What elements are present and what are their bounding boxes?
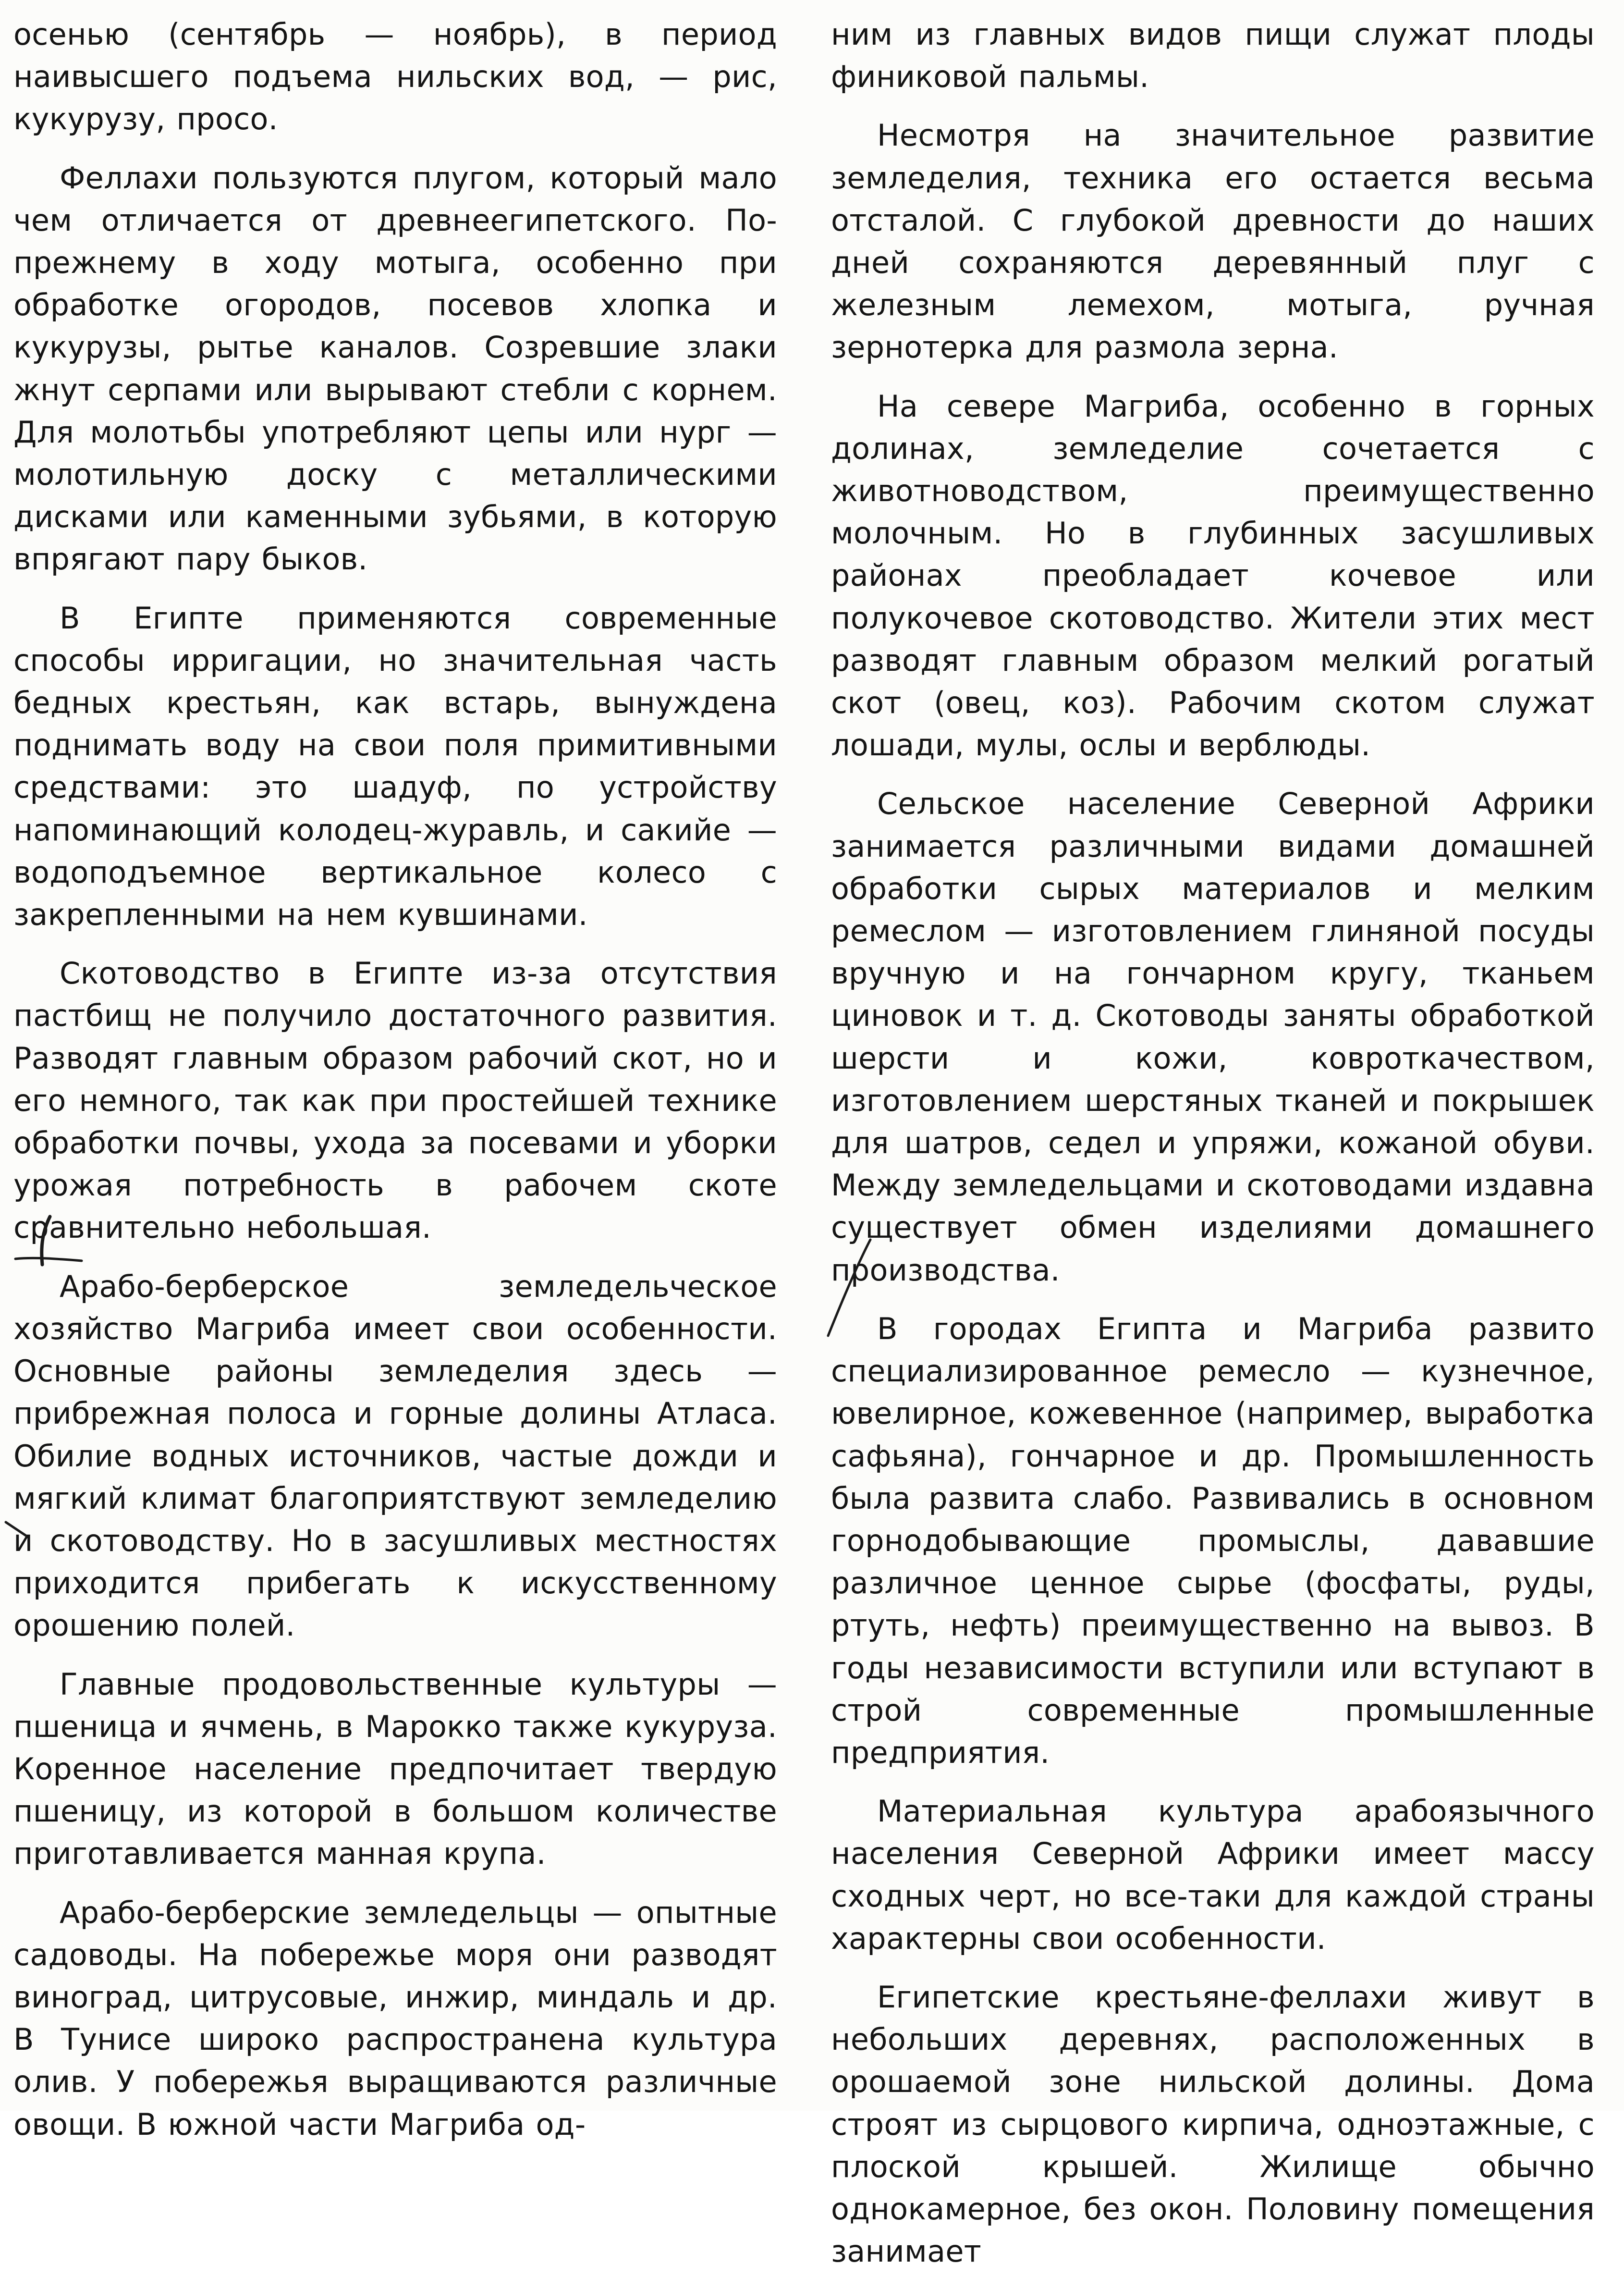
paragraph: Несмотря на значительное развитие земледелия, техника его остается весьма отсталой. С глубокой древности до наших дней сохраняются деревянный плуг с железным лемехом, мотыга, ручная зернотерка для размола зерна.	[831, 118, 1595, 365]
paragraph: Сельское население Северной Африки занимается различными видами домашней обработки сырых материалов и мелким ремеслом — изготовлением глиняной посуды вручную и на гончарном кругу, тканьем циновок и т. д. Скотоводы заняты обработкой шерсти и кожи, ковроткачеством, изготовлением шерстяных тканей и покрышек для шатров, седел и упряжи, кожаной обуви. Между земледельцами и скотоводами издавна существует обмен изделиями домашнего производства.	[831, 786, 1595, 1288]
paragraph: На севере Магриба, особенно в горных долинах, земледелие сочетается с животноводством, преимущественно молочным. Но в глубинных засушливых районах преобладает кочевое или полукочевое скотоводство. Жители этих мест разводят главным образом мелкий рогатый скот (овец, коз). Рабочим скотом служат лошади, мулы, ослы и верблюды.	[831, 388, 1595, 763]
paragraph: Египетские крестьяне-феллахи живут в небольших деревнях, расположенных в орошаемой зоне нильской долины. Дома строят из сырцового кирпича, одноэтажные, с плоской крышей. Жилище обычно однокамерное, без окон. Половину помещения занимает	[831, 1979, 1595, 2269]
paragraph: Скотоводство в Египте из-за отсутствия пастбищ не получило достаточного развития. Разводят главным образом рабочий скот, но и его немного, так как при простейшей технике обработки почвы, ухода за посевами и уборки урожая потребность в рабочем скоте сравнительно небольшая.	[13, 956, 777, 1245]
left-text-column	[13, 13, 777, 2162]
paragraph: Арабо-берберское земледельческое хозяйство Магриба имеет свои особенности. Основные районы земледелия здесь — прибрежная полоса и горные долины Атласа. Обилие водных источников, частые дожди и мягкий климат благоприятствуют земледелию и скотоводству. Но в засушливых местностях приходится прибегать к искусственному орошению полей.	[13, 1268, 777, 1643]
paragraph: Главные продовольственные культуры — пшеница и ячмень, в Марокко также кукуруза. Коренное население предпочитает твердую пшеницу, из которой в большом количестве приготавливается манная крупа.	[13, 1666, 777, 1871]
paragraph: Феллахи пользуются плугом, который мало чем отличается от древнеегипетского. По-прежнему в ходу мотыга, особенно при обработке огородов, посевов хлопка и кукурузы, рытье каналов. Созревшие злаки жнут серпами или вырывают стебли с корнем. Для молотьбы употребляют цепы или нург — молотильную доску с металлическими дисками или каменными зубьями, в которую впрягают пару быков.	[13, 160, 777, 577]
paragraph: Материальная культура арабоязычного населения Северной Африки имеет массу сходных черт, но все-таки для каждой страны характерны свои особенности.	[831, 1794, 1595, 1956]
right-text-column	[831, 13, 1595, 2289]
paragraph: осенью (сентябрь — ноябрь), в период наивысшего подъема нильских вод, — рис, кукурузу, просо.	[13, 17, 777, 137]
paragraph: Арабо-берберские земледельцы — опытные садоводы. На побережье моря они разводят виноград, цитрусовые, инжир, миндаль и др. В Тунисе широко распространена культура олив. У побережья выращиваются различные овощи. В южной части Магриба од-	[13, 1895, 777, 2142]
paragraph: В Египте применяются современные способы ирригации, но значительная часть бедных крестьян, как встарь, вынуждена поднимать воду на свои поля примитивными средствами: это шадуф, по устройству напоминающий колодец-журавль, и сакийе — водоподъемное вертикальное колесо с закрепленными на нем кувшинами.	[13, 600, 777, 933]
paragraph: В городах Египта и Магриба развито специализированное ремесло — кузнечное, ювелирное, кожевенное (например, выработка сафьяна), гончарное и др. Промышленность была развита слабо. Развивались в основном горнодобывающие промыслы, дававшие различное ценное сырье (фосфаты, руды, ртуть, нефть) преимущественно на вывоз. В годы независимости вступили или вступают в строй современные промышленные предприятия.	[831, 1311, 1595, 1770]
paragraph: ним из главных видов пищи служат плоды финиковой пальмы.	[831, 17, 1595, 95]
